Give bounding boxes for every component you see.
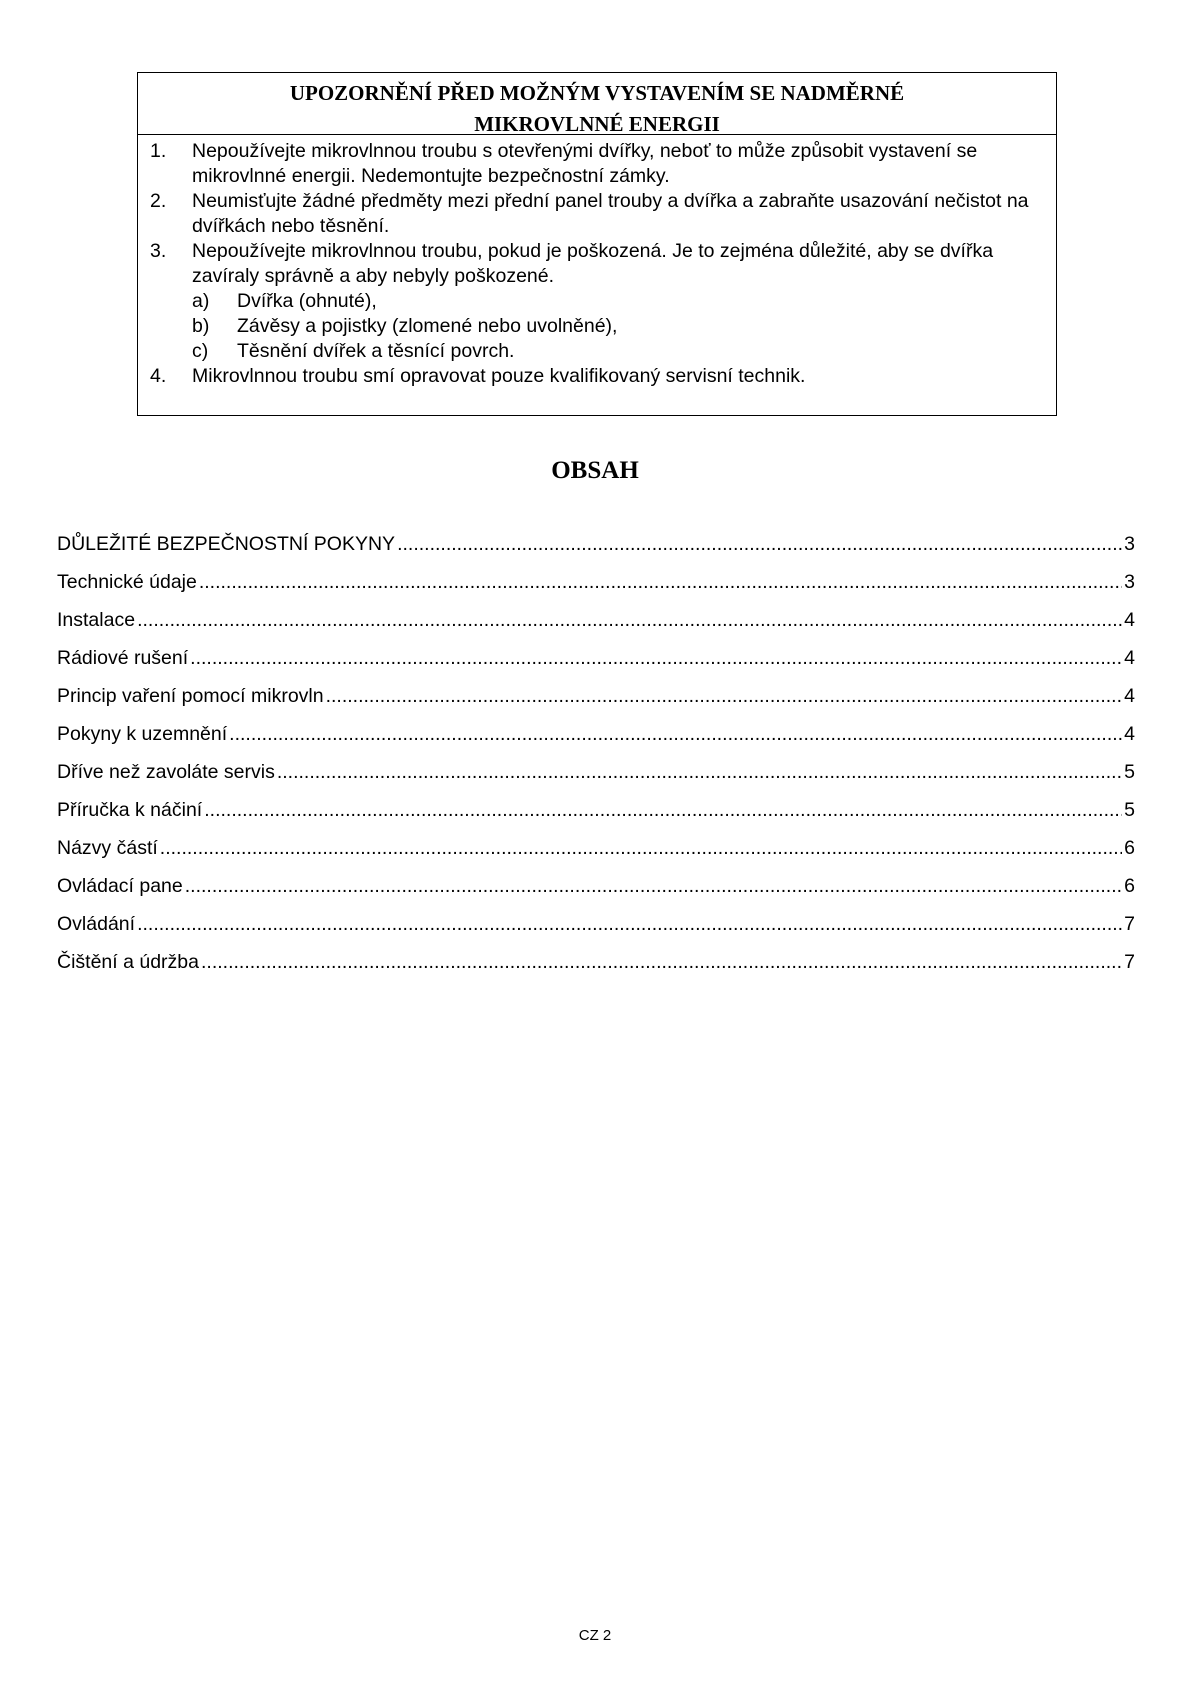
toc-entry-page: 3 xyxy=(1124,571,1135,593)
toc-entry-page: 4 xyxy=(1124,647,1135,669)
toc-entry-page: 6 xyxy=(1124,837,1135,859)
toc-entry-label: Ovládání xyxy=(57,913,136,935)
warning-item-text: Mikrovlnnou troubu smí opravovat pouze kvalifikovaný servisní technik. xyxy=(192,365,806,387)
warning-item-number: 2. xyxy=(150,190,167,212)
toc-entry-page: 3 xyxy=(1124,533,1135,555)
warning-subitem-text: Závěsy a pojistky (zlomené nebo uvolněné), xyxy=(237,315,618,337)
toc-entry[interactable] xyxy=(57,875,1135,913)
warning-subitem xyxy=(138,314,1056,339)
warning-title-line1: UPOZORNĚNÍ PŘED MOŽNÝM VYSTAVENÍM SE NADMĚRNÉ xyxy=(289,81,905,105)
toc-entry-label: DŮLEŽITÉ BEZPEČNOSTNÍ POKYNY xyxy=(57,533,396,555)
warning-list xyxy=(138,135,1056,389)
toc-entry-label: Čištění a údržba xyxy=(57,951,199,973)
toc-entry[interactable] xyxy=(57,799,1135,837)
toc-entry-page: 7 xyxy=(1124,951,1135,973)
toc-entry-page: 4 xyxy=(1124,685,1135,707)
warning-subitem-letter: c) xyxy=(192,340,209,362)
toc-entry-page: 4 xyxy=(1124,609,1135,631)
toc-entry-label: Názvy částí xyxy=(57,837,158,859)
warning-item xyxy=(138,189,1056,239)
warning-title xyxy=(138,73,1056,135)
toc-entry[interactable] xyxy=(57,723,1135,761)
warning-item-text: Nepoužívejte mikrovlnnou troubu s otevřenými dvířky, neboť to může způsobit vystavení se mikrovlnné energii. Nedemontujte bezpečnostní zámky. xyxy=(192,140,978,187)
warning-item xyxy=(138,139,1056,189)
toc-heading: OBSAH xyxy=(551,457,639,484)
toc-entry-page: 6 xyxy=(1124,875,1135,897)
warning-subitem xyxy=(138,339,1056,364)
warning-item-number: 1. xyxy=(150,140,167,162)
warning-title-line2: MIKROVLNNÉ ENERGII xyxy=(474,112,720,136)
toc-entry[interactable] xyxy=(57,571,1135,609)
toc-entry-label: Princip vaření pomocí mikrovln xyxy=(57,685,324,707)
toc-entry-page: 5 xyxy=(1124,761,1135,783)
warning-subitem xyxy=(138,289,1056,314)
warning-subitem-text: Dvířka (ohnuté), xyxy=(237,290,377,312)
toc-entry[interactable] xyxy=(57,951,1135,989)
toc-entry-label: Rádiové rušení xyxy=(57,647,189,669)
warning-box xyxy=(137,72,1057,416)
toc-entry-label: Příručka k náčiní xyxy=(57,799,203,821)
warning-item-number: 3. xyxy=(150,240,167,262)
warning-item xyxy=(138,239,1056,289)
warning-subitem-letter: b) xyxy=(192,315,210,337)
warning-item-text: Neumisťujte žádné předměty mezi přední panel trouby a dvířka a zabraňte usazování nečistot na dvířkách nebo těsnění. xyxy=(192,190,1029,237)
toc-entry-label: Dříve než zavoláte servis xyxy=(57,761,275,783)
toc-entry-label: Pokyny k uzemnění xyxy=(57,723,228,745)
warning-subitem-letter: a) xyxy=(192,290,210,312)
toc-entry[interactable] xyxy=(57,533,1135,571)
warning-item-number: 4. xyxy=(150,365,167,387)
toc-entry[interactable] xyxy=(57,761,1135,799)
toc-entry-label: Instalace xyxy=(57,609,136,631)
toc-entry[interactable] xyxy=(57,837,1135,875)
toc-entry[interactable] xyxy=(57,913,1135,951)
page-footer: CZ 2 xyxy=(578,1627,612,1644)
warning-item-text: Nepoužívejte mikrovlnnou troubu, pokud je poškozená. Je to zejména důležité, aby se dvířka zavíraly správně a aby nebyly poškozené. xyxy=(192,240,994,287)
toc-entry-page: 4 xyxy=(1124,723,1135,745)
toc-entry-page: 7 xyxy=(1124,913,1135,935)
table-of-contents xyxy=(57,533,1135,989)
toc-entry-page: 5 xyxy=(1124,799,1135,821)
warning-subitem-text: Těsnění dvířek a těsnící povrch. xyxy=(237,340,515,362)
toc-entry[interactable] xyxy=(57,685,1135,723)
toc-entry[interactable] xyxy=(57,647,1135,685)
toc-entry[interactable] xyxy=(57,609,1135,647)
toc-entry-label: Technické údaje xyxy=(57,571,197,593)
warning-item xyxy=(138,364,1056,389)
toc-entry-label: Ovládací pane xyxy=(57,875,183,897)
